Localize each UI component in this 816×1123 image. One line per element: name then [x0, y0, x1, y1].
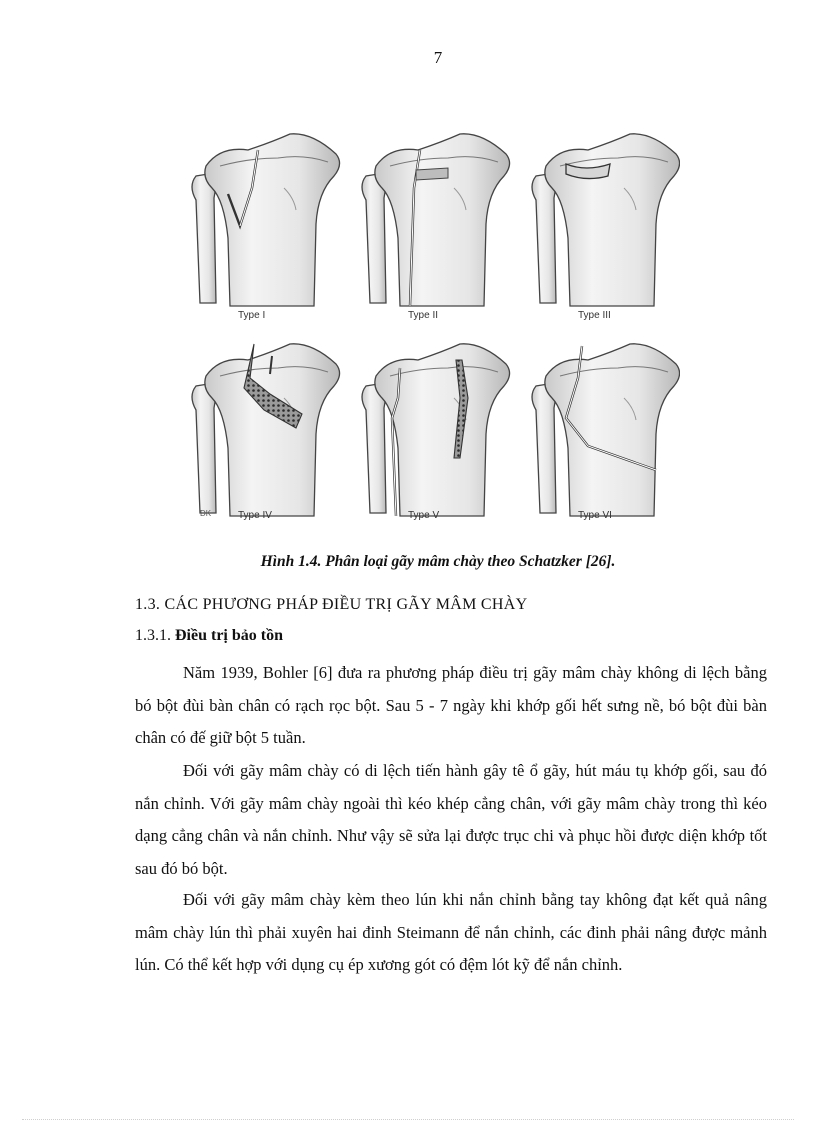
paragraph: Đối với gãy mâm chày kèm theo lún khi nắn chỉnh bằng tay không đạt kết quả nâng mâm chày lún thì phải xuyên hai đinh Steimann để nắn chỉnh, các đinh phải nâng được mảnh lún. Có thể kết hợp với dụng cụ ép xương gót có đệm lót kỹ để nắn chỉnh.: [135, 890, 767, 974]
section-number: 1.3.: [135, 596, 161, 613]
type-label: Type III: [578, 310, 611, 321]
paragraph: Đối với gãy mâm chày có di lệch tiến hành gây tê ổ gãy, hút máu tụ khớp gối, sau đó nắn chỉnh. Với gãy mâm chày ngoài thì kéo khép cẳng chân, với gãy mâm chày trong thì kéo dạng cẳng chân và nắn chỉnh. Như vậy sẽ sửa lại được trục chi và phục hồi được diện khớp tốt sau đó bó bột.: [135, 761, 767, 878]
figure-caption: Hình 1.4. Phân loại gãy mâm chày theo Schatzker [26].: [260, 553, 616, 570]
artist-initials: DK: [200, 509, 212, 518]
subsection-number: 1.3.1.: [135, 627, 171, 644]
type-5-bone-illustration: [362, 344, 510, 516]
type-4-bone-illustration: [192, 344, 340, 516]
page-bottom-rule: [22, 1119, 794, 1120]
type-label: Type VI: [578, 510, 612, 521]
type-label: Type V: [408, 510, 440, 521]
type-6-bone-illustration: [532, 344, 680, 516]
paragraph: Năm 1939, Bohler [6] đưa ra phương pháp điều trị gãy mâm chày không di lệch bằng bó bột đùi bàn chân có rạch rọc bột. Sau 5 - 7 ngày khi khớp gối hết sưng nề, bó bột đùi bàn chân có đế giữ bột 5 tuần.: [135, 663, 767, 747]
section-heading: [135, 596, 527, 614]
type-3-bone-illustration: [532, 134, 680, 306]
type-label: Type IV: [238, 510, 272, 521]
section-title: CÁC PHƯƠNG PHÁP ĐIỀU TRỊ GÃY MÂM CHÀY: [164, 596, 528, 613]
type-1-bone-illustration: [192, 134, 340, 306]
type-label: Type II: [408, 310, 439, 321]
subsection-heading: [135, 627, 283, 645]
type-label: Type I: [238, 310, 266, 321]
schatzker-classification-figure: [186, 128, 680, 524]
page-number: 7: [433, 48, 443, 67]
type-2-bone-illustration: [362, 134, 510, 306]
subsection-title: Điều trị bảo tồn: [175, 627, 283, 644]
